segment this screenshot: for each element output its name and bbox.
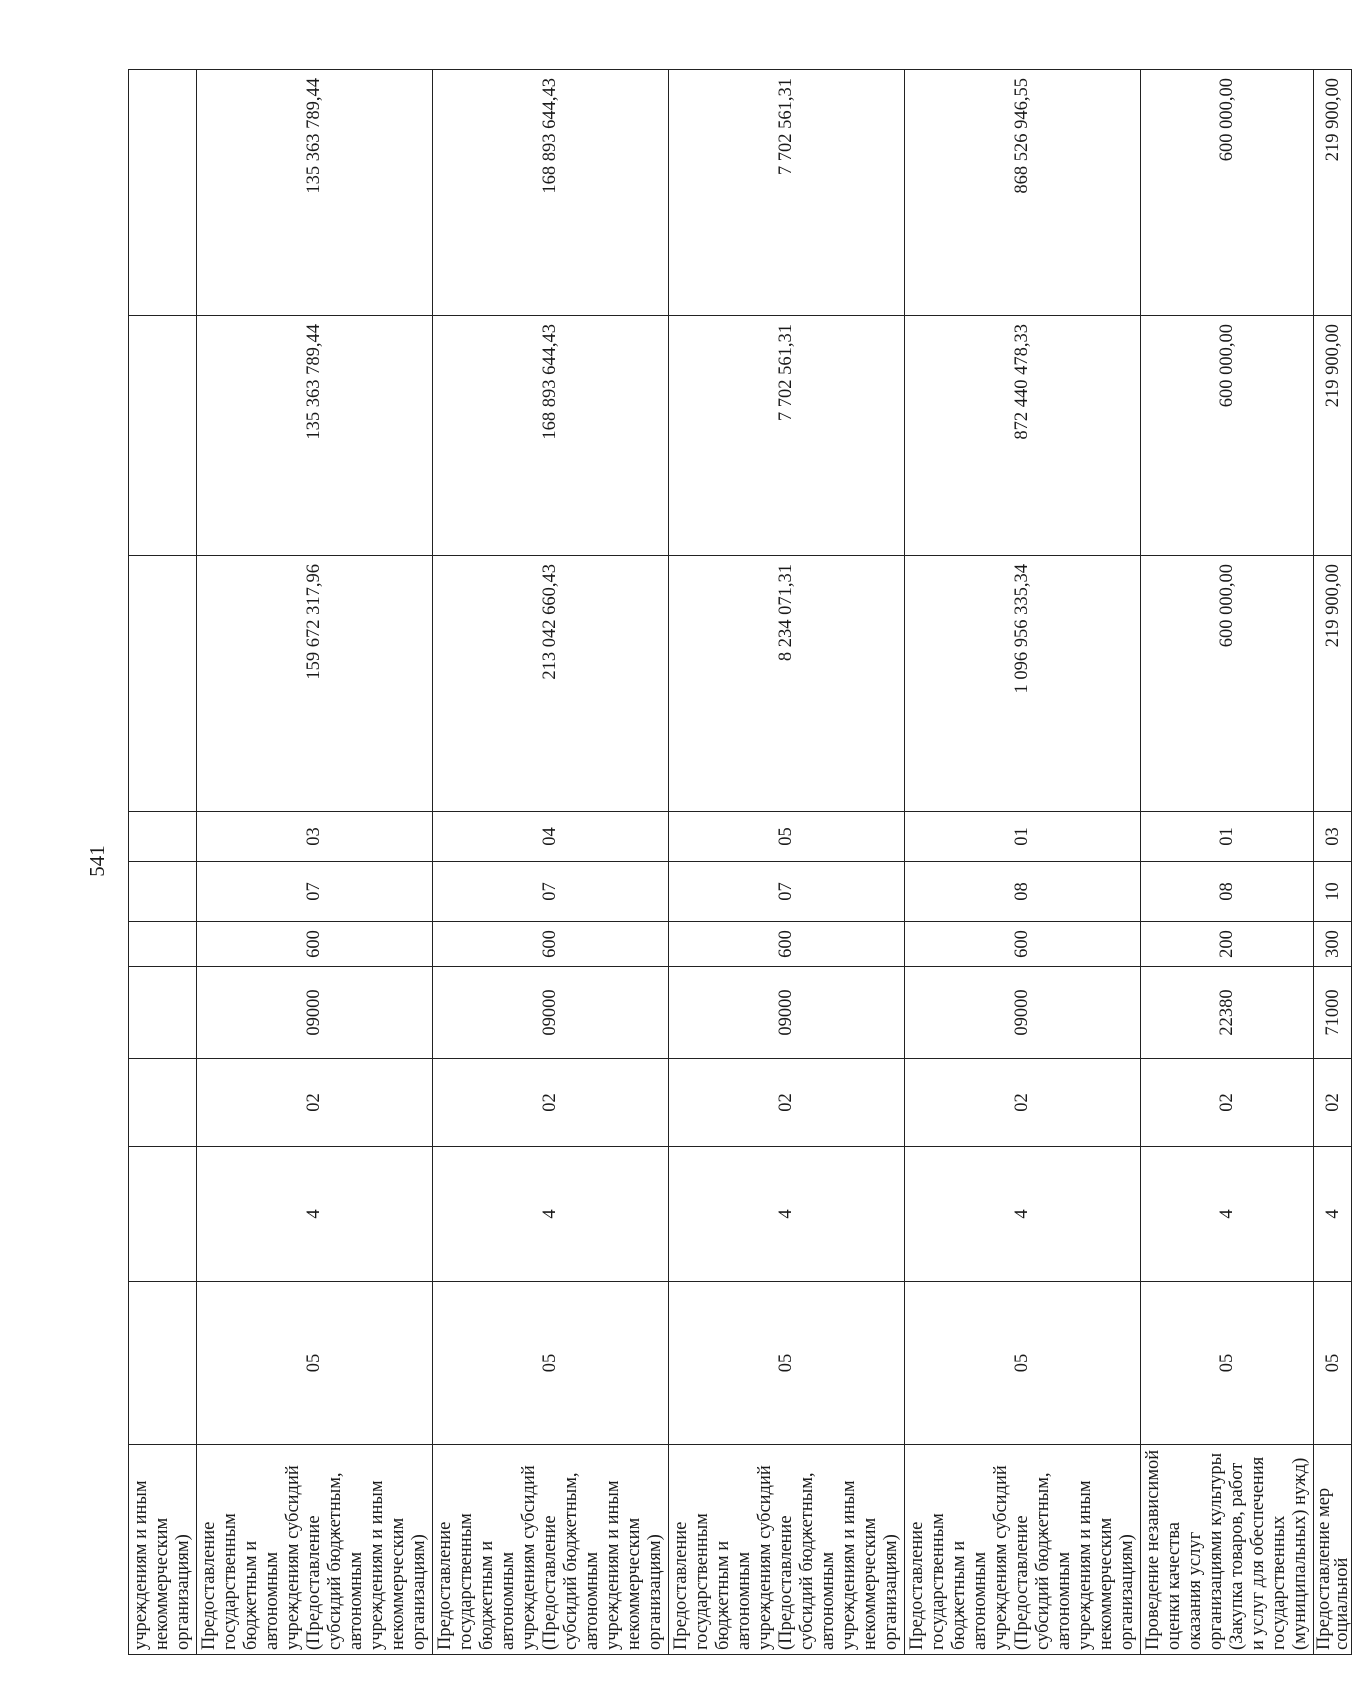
- table-row: [433, 70, 669, 1655]
- cell-c6: [129, 862, 197, 922]
- cell-c1: 05: [433, 1282, 669, 1445]
- cell-v2: 600 000,00: [1141, 316, 1314, 556]
- cell-c1: 05: [1314, 1282, 1352, 1445]
- cell-c4: 09000: [669, 967, 905, 1059]
- row-name: Предоставление государственным бюджетным и автономным учреждениям субсидий (Предоставление субсидий бюджетным, автономным учреждениям и иным некоммерческим организациям): [197, 1445, 433, 1655]
- cell-c2: 4: [1141, 1147, 1314, 1282]
- rotated-table-container: [128, 70, 1352, 1655]
- row-name: Предоставление государственным бюджетным и автономным учреждениям субсидий (Предоставление субсидий бюджетным, автономным учреждениям и иным некоммерческим организациям): [433, 1445, 669, 1655]
- cell-c7: 01: [1141, 812, 1314, 862]
- cell-v1: 1 096 956 335,34: [905, 556, 1141, 812]
- cell-c3: [129, 1059, 197, 1147]
- cell-v1: 600 000,00: [1141, 556, 1314, 812]
- cell-c2: 4: [1314, 1147, 1352, 1282]
- cell-c2: [129, 1147, 197, 1282]
- cell-v3: 168 893 644,43: [433, 70, 669, 316]
- budget-table: [128, 69, 1352, 1655]
- page-number: 541: [85, 845, 109, 877]
- cell-c6: 07: [669, 862, 905, 922]
- cell-c4: 09000: [197, 967, 433, 1059]
- row-name: Проведение независимой оценки качества оказания услуг организациями культуры (Закупка товаров, работ и услуг для обеспечения государственных (муниципальных) нужд): [1141, 1445, 1314, 1655]
- table-row: [197, 70, 433, 1655]
- cell-v3: 868 526 946,55: [905, 70, 1141, 316]
- cell-v3: 135 363 789,44: [197, 70, 433, 316]
- cell-v1: 8 234 071,31: [669, 556, 905, 812]
- cell-v2: 219 900,00: [1314, 316, 1352, 556]
- cell-c6: 07: [433, 862, 669, 922]
- cell-c7: [129, 812, 197, 862]
- cell-c5: 600: [197, 922, 433, 967]
- cell-c5: 200: [1141, 922, 1314, 967]
- cell-c3: 02: [433, 1059, 669, 1147]
- cell-c1: 05: [669, 1282, 905, 1445]
- cell-c7: 03: [1314, 812, 1352, 862]
- cell-c5: 600: [905, 922, 1141, 967]
- cell-c2: 4: [669, 1147, 905, 1282]
- cell-c4: 22380: [1141, 967, 1314, 1059]
- cell-c3: 02: [1314, 1059, 1352, 1147]
- cell-c1: 05: [905, 1282, 1141, 1445]
- cell-c5: 300: [1314, 922, 1352, 967]
- table-row: [129, 70, 197, 1655]
- cell-c6: 07: [197, 862, 433, 922]
- cell-c6: 10: [1314, 862, 1352, 922]
- cell-v3: 600 000,00: [1141, 70, 1314, 316]
- cell-c7: 05: [669, 812, 905, 862]
- table-row: [669, 70, 905, 1655]
- cell-c3: 02: [1141, 1059, 1314, 1147]
- cell-c6: 08: [1141, 862, 1314, 922]
- cell-c4: 09000: [905, 967, 1141, 1059]
- cell-c6: 08: [905, 862, 1141, 922]
- cell-v2: 168 893 644,43: [433, 316, 669, 556]
- cell-c1: [129, 1282, 197, 1445]
- cell-v1: 219 900,00: [1314, 556, 1352, 812]
- cell-c4: 09000: [433, 967, 669, 1059]
- cell-c5: 600: [669, 922, 905, 967]
- cell-c7: 04: [433, 812, 669, 862]
- cell-c4: [129, 967, 197, 1059]
- cell-c1: 05: [197, 1282, 433, 1445]
- table-row: [1141, 70, 1314, 1655]
- row-name: учреждениям и иным некоммерческим организациям): [129, 1445, 197, 1655]
- cell-c7: 01: [905, 812, 1141, 862]
- cell-c5: 600: [433, 922, 669, 967]
- cell-v2: [129, 316, 197, 556]
- cell-c1: 05: [1141, 1282, 1314, 1445]
- row-name: Предоставление мер социальной: [1314, 1445, 1352, 1655]
- cell-c2: 4: [433, 1147, 669, 1282]
- cell-c4: 71000: [1314, 967, 1352, 1059]
- cell-v3: 219 900,00: [1314, 70, 1352, 316]
- cell-c3: 02: [669, 1059, 905, 1147]
- cell-v2: 7 702 561,31: [669, 316, 905, 556]
- cell-c3: 02: [905, 1059, 1141, 1147]
- table-row: [1314, 70, 1352, 1655]
- cell-c2: 4: [905, 1147, 1141, 1282]
- table-row: [905, 70, 1141, 1655]
- cell-v2: 872 440 478,33: [905, 316, 1141, 556]
- cell-v1: [129, 556, 197, 812]
- row-name: Предоставление государственным бюджетным и автономным учреждениям субсидий (Предоставление субсидий бюджетным, автономным учреждениям и иным некоммерческим организациям): [669, 1445, 905, 1655]
- cell-v1: 213 042 660,43: [433, 556, 669, 812]
- cell-v1: 159 672 317,96: [197, 556, 433, 812]
- cell-v3: [129, 70, 197, 316]
- cell-v3: 7 702 561,31: [669, 70, 905, 316]
- cell-c3: 02: [197, 1059, 433, 1147]
- row-name: Предоставление государственным бюджетным и автономным учреждениям субсидий (Предоставление субсидий бюджетным, автономным учреждениям и иным некоммерческим организациям): [905, 1445, 1141, 1655]
- cell-c7: 03: [197, 812, 433, 862]
- cell-c2: 4: [197, 1147, 433, 1282]
- cell-v2: 135 363 789,44: [197, 316, 433, 556]
- cell-c5: [129, 922, 197, 967]
